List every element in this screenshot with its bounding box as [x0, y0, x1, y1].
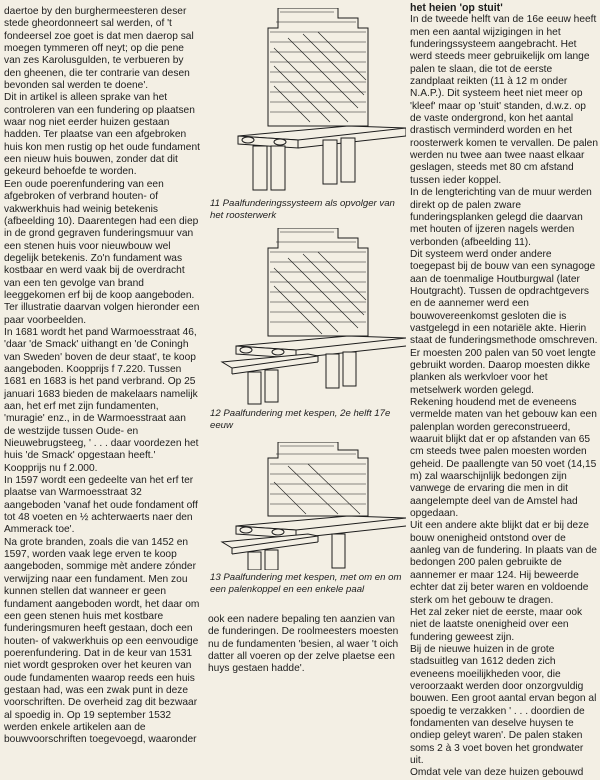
- figure-caption: 11 Paalfunderingssysteem als opvolger van het roosterwerk: [210, 198, 395, 221]
- column-left: [4, 6, 200, 747]
- column-middle-text: [208, 614, 406, 676]
- paragraph: In de tweede helft van de 16e eeuw heeft men een aantal wijzigingen in het funderingssysteem aangebracht. Het werd steeds meer gebruikelijk om lange palen te slaan, die tot de eerste zandplaat reikten (11 à 12 m onder N.A.P.). Dit systeem heet niet meer op 'kleef' maar op 'stuit' standen, d.w.z. op de vaste ondergrond, kon het aantal drastisch verminderd worden en het roosterwerk komen te vervallen. De palen werden nu twee aan twee naast elkaar geslagen, steeds met 80 cm afstand tussen ieder koppel.: [410, 14, 598, 186]
- figure-caption: 12 Paalfundering met kespen, 2e helft 17e eeuw: [210, 408, 391, 431]
- paragraph: Uit een andere akte blijkt dat er bij deze bouw onenigheid ontstond over de aanleg van de fundering. In plaats van de bedongen 200 palen gebruikte de aannemer er maar 124. Hij beweerde echter dat zij beter waren en voldoende sterk om het gebouw te dragen.: [410, 520, 597, 606]
- paragraph: Dit systeem werd onder andere toegepast bij de bouw van een synagoge aan de toenmalige Houtburgwal (later Houtgracht). Tussen de opdrachtgevers en de aannemer werd een bouwovereenkomst gesloten die is vastgelegd in een notariële akte. Hierin staat de funderingsmethode omschreven. Er moesten 200 palen van 50 voet lengte gebruikt worden. Daarop moesten dikke planken als werkvloer voor het metselwerk worden gelegd.: [410, 248, 598, 396]
- column-right: [410, 2, 598, 780]
- pile-foundation-drawing-11: [208, 8, 406, 196]
- paragraph: Een oude poerenfundering van een afgebroken of verbrand houten- of vakwerkhuis had weinig betekenis (afbeelding 10). Daarentegen had een diep in de grond gegraven funderingsmuur van een stenen huis voor nieuwbouw wel degelijk betekenis. Zo'n fundament was kostbaar en werd vaak bij de overdracht van een ten gevolge van brand leeggekomen erf bij de koop aangeboden. Ter illustratie daarvan volgen hieronder een paar voorbeelden.: [4, 178, 200, 326]
- pile-foundation-drawing-12: [208, 228, 406, 406]
- paragraph: Dit in artikel is alleen sprake van het controleren van een fundering op plaatsen waar nog niet eerder huizen gestaan hadden. Ter plaatse van een afgebroken huis kon men rustig op het oude fundament een nieuw huis bouwen, zonder dat dit gekeurd behoefde te worden.: [4, 92, 200, 178]
- figure-13: [208, 442, 406, 595]
- figure-caption: 13 Paalfundering met kespen, met om en om een palenkoppel en een enkele paal: [210, 572, 402, 595]
- pile-foundation-drawing-13: [208, 442, 406, 570]
- paragraph: In 1597 wordt een gedeelte van het erf ter plaatse van Warmoesstraat 32 aangeboden 'vanaf het oude fondament off tot 48 voeten en ½ achterwaerts naer den Ammerack toe'.: [4, 475, 198, 536]
- paragraph: Rekening houdend met de eveneens vermelde maten van het gebouw kan een palenplan worden gereconstrueerd, waaruit blijkt dat er op afstanden van 65 cm steeds twee palen moesten worden geheid. De paallengte van 50 voet (14,15 m) zal waarschijnlijk bedongen zijn vanwege de ervaring die men in dit aangelempte deel van de Amstel had opgedaan.: [410, 397, 597, 520]
- paragraph: daertoe by den burghermeesteren deser stede gheordonneert sal werden, of 't fondeersel zoe goet is dat men daerop sal moegen tymmeren off neyt; op die pene van zes Karolusgulden, te verbueren by den gheenen, die ter contrarie van desen bevonden sal werden te doene'.: [4, 6, 194, 92]
- paragraph: Bij de nieuwe huizen in de grote stadsuitleg van 1612 deden zich eveneens moeilijkheden voor, die veroorzaakt werden door onzorgvuldig bouwen. Een groot aantal ervan begon al spoedig te verzakken ' . . . doordien de fondamenten van deselve huysen te ondiep geleyt waren'. De palen staken soms 2 à 3 voet boven het grondwater uit.: [410, 643, 597, 766]
- paragraph: ook een nadere bepaling ten aanzien van de funderingen. De roolmeesters moesten nu de fundamenten 'besien, al waer 't oich datter all voeren op der zelve plaetse een huys gestaen hadde'.: [208, 614, 399, 675]
- section-heading: het heien 'op stuit': [410, 2, 503, 14]
- paragraph: In de lengterichting van de muur werden direkt op de palen zware funderingsplanken gelegd die daarvan met houten of ijzeren nagels werden verbonden (afbeelding 11).: [410, 187, 592, 248]
- paragraph: Omdat vele van deze huizen gebouwd: [410, 767, 584, 779]
- figure-11: [208, 8, 406, 221]
- paragraph: In 1681 wordt het pand Warmoesstraat 46, 'daar 'de Smack' uithangt en 'de Coningh van Sweden' boven de deur staat', te koop aangeboden. Koopprijs f 7.220. Tussen 1681 en 1683 is het pand verbrand. Op 25 januari 1683 bieden de makelaars namelijk aan, het erf met zijn fundamenten, 'muragie' enz., in de Warmoesstraat aan de westzijde tussen Oude- en Nieuwebrugsteeg, ' . . . daar voordezen het huis 'de Smack' opgestaan heeft.' Koopprijs nu f 2.000.: [4, 326, 199, 474]
- paragraph: Na grote branden, zoals die van 1452 en 1597, worden vaak lege erven te koop aangeboden, sommige mèt andere zónder verwijzing naar een fundament. Men zou kunnen stellen dat wanneer er geen fundament aangeboden wordt, het daar om een geen stenen huis met kostbare funderingsmuren heeft gestaan, doch een houten- of vakwerkhuis op een eenvoudige poerenfundering. Dat in de keur van 1531 niet wordt gesproken over het keuren van oude fundamenten waarop reeds een huis gestaan had, was een zwak punt in deze voorschriften. De overheid zag dit bezwaar al spoedig in. Op 19 september 1532 werden enkele artikelen aan de bouwvoorschriften toegevoegd, waaronder: [4, 536, 200, 746]
- figure-12: [208, 228, 406, 431]
- paragraph: Het zal zeker niet de eerste, maar ook niet de laatste onenigheid over een fundering geweest zijn.: [410, 606, 583, 643]
